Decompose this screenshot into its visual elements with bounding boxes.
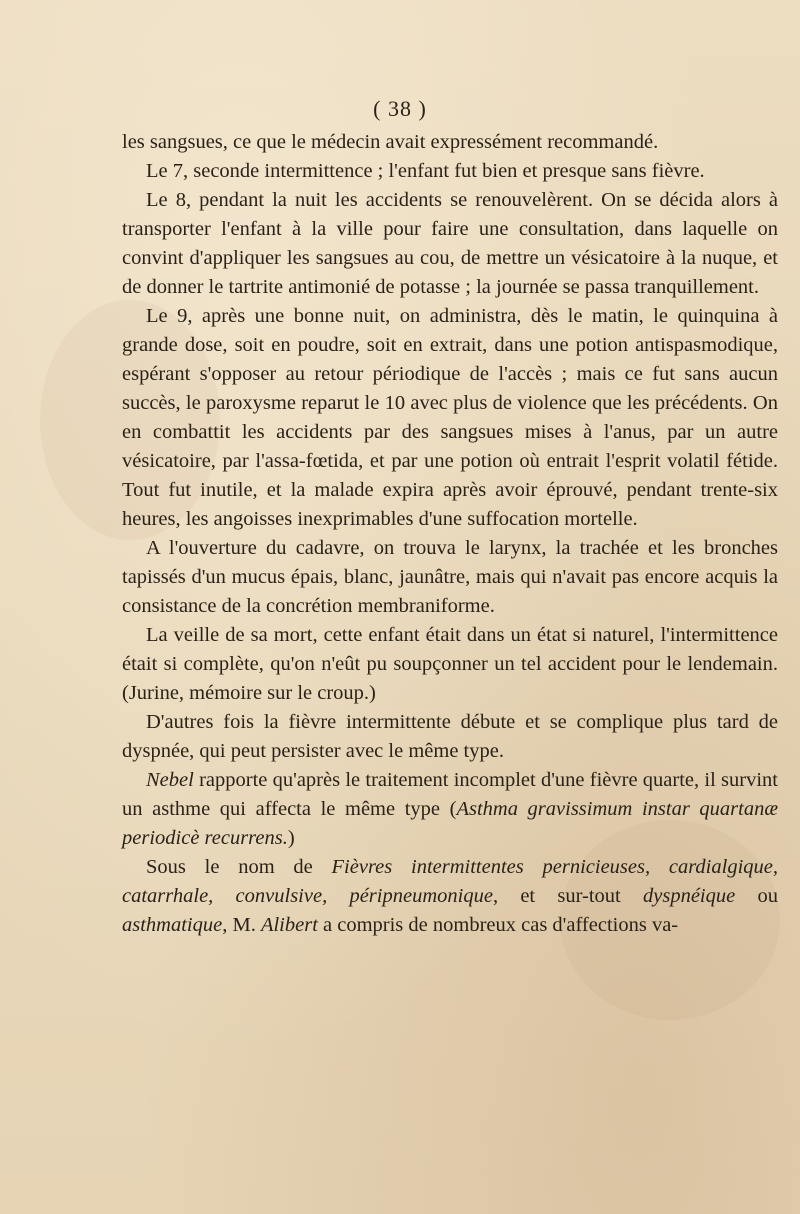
italic-text: Asthma gravissimum instar quartanæ periodicè recurrens.	[122, 798, 779, 849]
text-run: A l'ouverture du cadavre, on trouva le larynx, la trachée et les bronches tapissés d'un mucus épais, blanc, jaunâtre, mais qui n'avait pas encore acquis la consistance de la concrétion membraniforme.	[122, 537, 778, 617]
paragraph	[122, 186, 778, 302]
text-run: Le 7, seconde intermittence ; l'enfant fut bien et presque sans fièvre.	[146, 160, 705, 182]
paragraph	[122, 128, 778, 157]
text-run: les sangsues, ce que le médecin avait expressément recommandé.	[122, 131, 659, 153]
text-run: , et sur-tout	[492, 885, 643, 907]
paragraph	[122, 708, 778, 766]
paragraph	[122, 302, 778, 534]
text-run: Le 9, après une bonne nuit, on administra, dès le matin, le quinquina à grande dose, soit en poudre, soit en extrait, dans une potion antispasmodique, espérant s'opposer au retour périodique de l'accès ; mais ce fut sans aucun succès, le paroxysme reparut le 10 avec plus de violence que les précédents. On en combattit les accidents par des sangsues mises à l'anus, par un autre vésicatoire, par l'assa-fœtida, et par une potion où entrait l'esprit volatil fétide. Tout fut inutile, et la malade expira après avoir éprouvé, pendant trente-six heures, les angoisses inexprimables d'une suffocation mortelle.	[122, 305, 778, 530]
paragraph	[122, 853, 778, 940]
text-run: , M.	[222, 914, 261, 936]
body-text	[122, 128, 778, 940]
page-number: ( 38 )	[373, 96, 427, 121]
italic-text: Nebel	[146, 769, 194, 791]
paragraph	[122, 766, 778, 853]
text-run: ou	[735, 885, 778, 907]
text-run: rapporte qu'après le traitement incomplet d'une fièvre quarte, il survint un asthme qui affecta le même type (	[122, 769, 778, 820]
paragraph	[122, 534, 778, 621]
text-run: Le 8, pendant la nuit les accidents se renouvelèrent. On se décida alors à transporter l'enfant à la ville pour faire une consultation, dans laquelle on convint d'appliquer les sangsues au cou, de mettre un vésicatoire à la nuque, et de donner le tartrite antimonié de potasse ; la journée se passa tranquillement.	[122, 189, 778, 298]
text-run: Sous le nom de	[146, 856, 332, 878]
italic-text: dyspnéique	[643, 885, 736, 907]
italic-text: Alibert	[260, 914, 318, 936]
paragraph	[122, 621, 778, 708]
text-run: D'autres fois la fièvre intermittente débute et se complique plus tard de dyspnée, qui peut persister avec le même type.	[122, 711, 778, 762]
text-run: a compris de nombreux cas d'affections va-	[317, 914, 679, 936]
italic-text: asthmatique	[122, 914, 223, 936]
italic-text: Fièvres intermittentes pernicieuses, cardialgique, catarrhale, convulsive, péripneumonique	[122, 856, 778, 907]
text-run: La veille de sa mort, cette enfant était dans un état si naturel, l'intermittence était si complète, qu'on n'eût pu soupçonner un tel accident pour le lendemain. (Jurine, mémoire sur le croup.)	[122, 624, 778, 704]
text-run: )	[287, 827, 295, 849]
paragraph	[122, 157, 778, 186]
